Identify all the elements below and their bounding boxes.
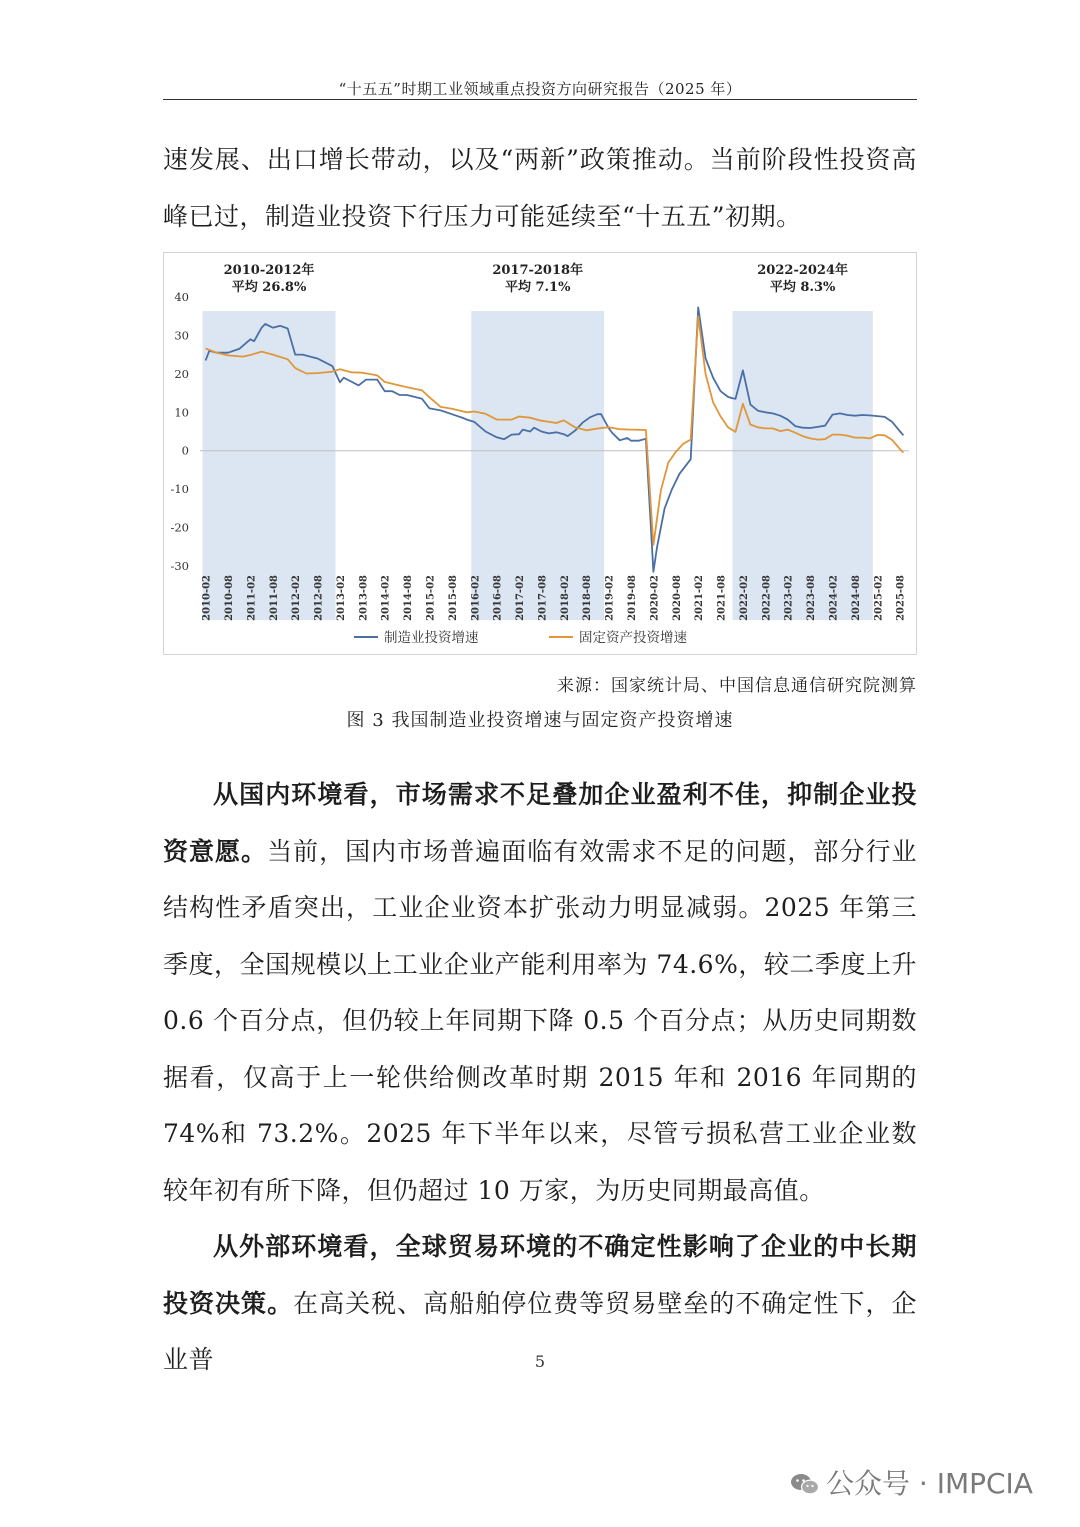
x-tick-label: 2020-02 bbox=[649, 575, 661, 621]
wechat-icon bbox=[790, 1472, 820, 1496]
shaded-period bbox=[732, 311, 872, 620]
x-tick-label: 2023-02 bbox=[783, 575, 795, 621]
intro-paragraph: 速发展、出口增长带动，以及“两新”政策推动。当前阶段性投资高峰已过，制造业投资下行压力可能延续至“十五五”初期。 bbox=[163, 145, 917, 231]
x-tick-label: 2011-02 bbox=[246, 575, 258, 621]
investment-growth-chart bbox=[164, 253, 916, 654]
x-tick-label: 2014-02 bbox=[380, 575, 392, 621]
period-label: 2010-2012年 bbox=[223, 263, 315, 278]
legend-label: 制造业投资增速 bbox=[384, 630, 479, 646]
x-tick-label: 2018-02 bbox=[559, 575, 571, 621]
x-tick-label: 2015-02 bbox=[425, 575, 437, 621]
watermark-text: 公众号 · IMPCIA bbox=[826, 1467, 1033, 1500]
x-tick-label: 2016-08 bbox=[492, 575, 504, 621]
y-tick-label: -10 bbox=[170, 482, 189, 497]
x-tick-label: 2018-08 bbox=[582, 575, 594, 621]
x-tick-label: 2022-02 bbox=[738, 575, 750, 621]
x-tick-label: 2024-02 bbox=[828, 575, 840, 621]
x-tick-label: 2015-08 bbox=[447, 575, 459, 621]
x-tick-label: 2012-08 bbox=[313, 575, 325, 621]
domestic-body-text: 当前，国内市场普遍面临有效需求不足的问题，部分行业结构性矛盾突出，工业企业资本扩张动力明显减弱。2025 年第三季度，全国规模以上工业企业产能利用率为 74.6%，较二季度上升 0.6 个百分点，但仍较上年同期下降 0.5 个百分点；从历史同期数据看，仅高于上一轮供给侧改革时期 2015 年和 2016 年同期的 74%和 73.2%。2025 年下半年以来，尽管亏损私营工业企业数较年初有所下降，但仍超过 10 万家，为历史同期最高值。 bbox=[163, 836, 917, 1205]
y-tick-label: -20 bbox=[170, 520, 189, 535]
running-header: “十五五”时期工业领域重点投资方向研究报告（2025 年） bbox=[338, 80, 742, 98]
x-tick-label: 2010-08 bbox=[223, 575, 235, 621]
x-tick-label: 2016-02 bbox=[470, 575, 482, 621]
figure-source: 来源：国家统计局、中国信息通信研究院测算 bbox=[557, 676, 917, 696]
period-average-label: 平均 26.8% bbox=[231, 280, 307, 295]
x-tick-label: 2019-08 bbox=[626, 575, 638, 621]
header-rule bbox=[163, 99, 917, 100]
x-tick-label: 2025-08 bbox=[895, 575, 907, 621]
page-number: 5 bbox=[534, 1352, 546, 1371]
y-tick-label: 0 bbox=[181, 443, 189, 458]
x-tick-label: 2012-02 bbox=[291, 575, 303, 621]
figure-caption: 图 3 我国制造业投资增速与固定资产投资增速 bbox=[346, 710, 734, 731]
x-tick-label: 2025-02 bbox=[873, 575, 885, 621]
y-tick-label: 10 bbox=[174, 405, 189, 420]
chart-frame bbox=[163, 252, 917, 655]
period-average-label: 平均 7.1% bbox=[504, 280, 571, 295]
x-tick-label: 2013-02 bbox=[335, 575, 347, 621]
period-label: 2022-2024年 bbox=[757, 263, 849, 278]
x-tick-label: 2017-02 bbox=[515, 575, 527, 621]
period-label: 2017-2018年 bbox=[492, 263, 584, 278]
x-tick-label: 2011-08 bbox=[268, 575, 280, 621]
x-tick-label: 2022-08 bbox=[761, 575, 773, 621]
x-tick-label: 2017-08 bbox=[537, 575, 549, 621]
domestic-lead-sentence: 从国内环境看，市场需求不足叠加企业盈利不佳，抑制企业投资意愿。 bbox=[163, 780, 917, 866]
x-tick-label: 2010-02 bbox=[201, 575, 213, 621]
y-tick-label: -30 bbox=[170, 559, 189, 573]
x-tick-label: 2020-08 bbox=[671, 575, 683, 621]
x-tick-label: 2021-02 bbox=[694, 575, 706, 621]
watermark bbox=[790, 1462, 1033, 1502]
legend-label: 固定资产投资增速 bbox=[579, 630, 687, 646]
y-tick-label: 40 bbox=[174, 290, 189, 304]
external-lead-sentence: 从外部环境看，全球贸易环境的不确定性影响了企业的中长期投资决策。 bbox=[163, 1232, 917, 1318]
x-tick-label: 2019-02 bbox=[604, 575, 616, 621]
x-tick-label: 2021-08 bbox=[716, 575, 728, 621]
x-tick-label: 2024-08 bbox=[850, 575, 862, 621]
shaded-period bbox=[471, 311, 604, 620]
y-tick-label: 30 bbox=[174, 328, 189, 343]
y-tick-label: 20 bbox=[174, 366, 189, 381]
domestic-paragraph bbox=[163, 767, 917, 1219]
period-average-label: 平均 8.3% bbox=[769, 280, 836, 295]
x-tick-label: 2023-08 bbox=[806, 575, 818, 621]
x-tick-label: 2013-08 bbox=[358, 575, 370, 621]
external-body-text: 在高关税、高船舶停位费等贸易壁垒的不确定性下，企业普 bbox=[163, 1288, 917, 1374]
x-tick-label: 2014-08 bbox=[403, 575, 415, 621]
